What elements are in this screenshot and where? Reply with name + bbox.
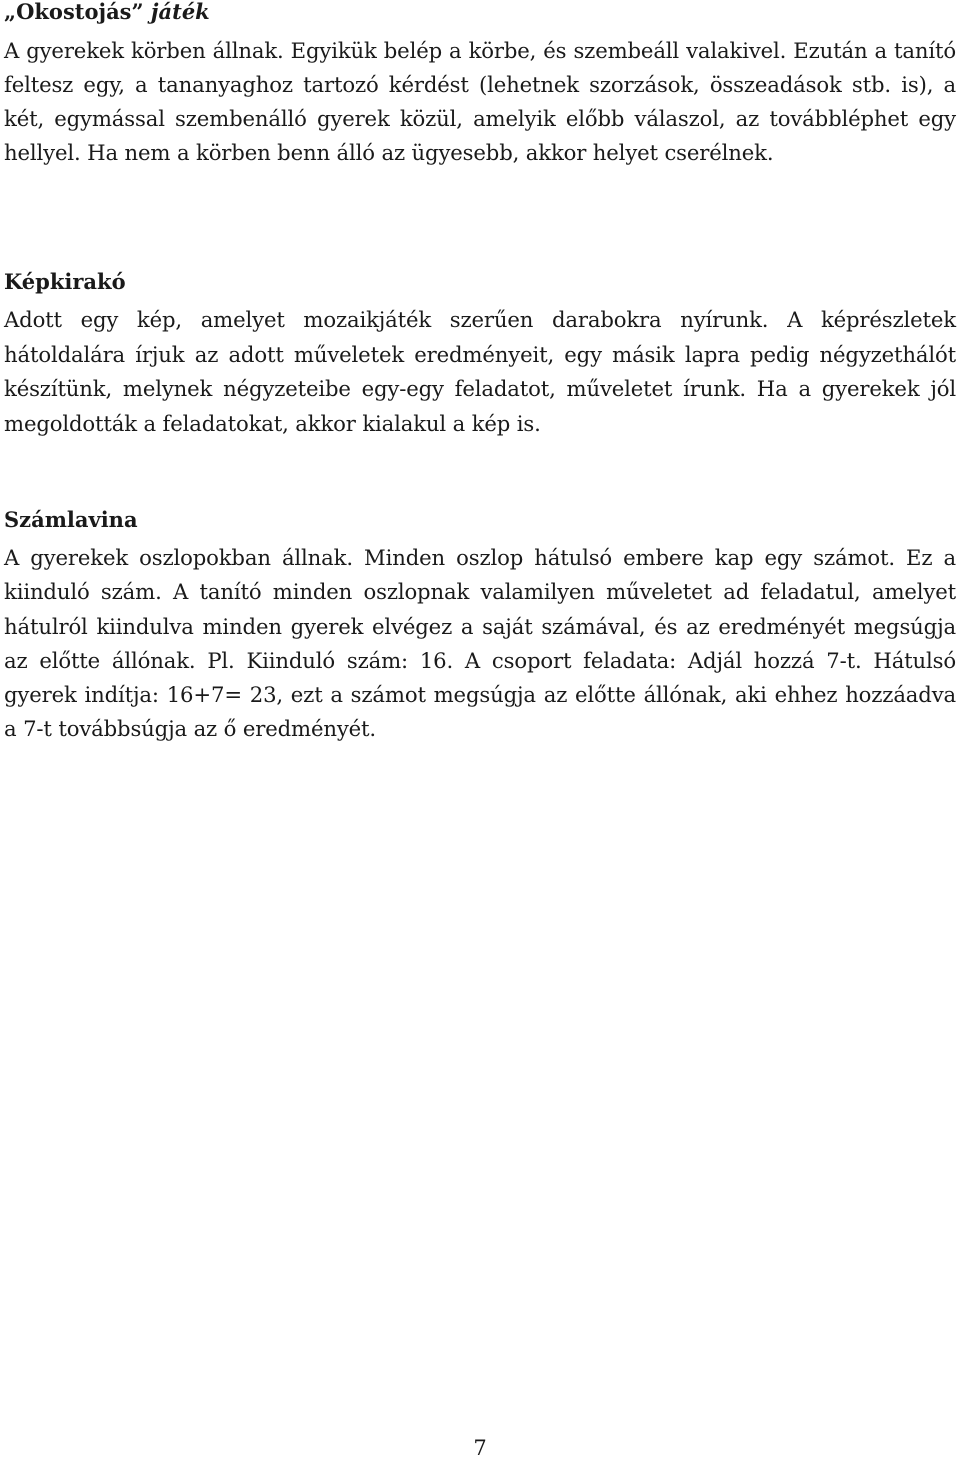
section-body-okostojas: A gyerekek körben állnak. Egyikük belép a körbe, és szembeáll valakivel. Ezután a tanító feltesz egy, a tananyaghoz tartozó kérdést (lehetnek szorzások, összeadások stb. is), a két, egymással szembenálló gyerek közül, amelyik előbb válaszol, az továbbléphet egy hellyel. Ha nem a körben benn álló az ügyesebb, akkor helyet cserélnek. <box>4 38 956 165</box>
section-title-okostojas <box>4 0 956 24</box>
page-number: 7 <box>473 1436 487 1460</box>
section-title-kepkirako: Képkirakó <box>4 269 126 294</box>
section-body-szamlavina: A gyerekek oszlopokban állnak. Minden oszlop hátulsó embere kap egy számot. Ez a kiinduló szám. A tanító minden oszlopnak valamilyen műveletet ad feladatul, amelyet hátulról kiindulva minden gyerek elvégez a saját számával, és az eredményét megsúgja az előtte állónak. Pl. Kiinduló szám: 16. A csoport feladata: Adjál hozzá 7-t. Hátulsó gyerek indítja: 16+7= 23, ezt a számot megsúgja az előtte állónak, aki ehhez hozzáadva a 7-t továbbsúgja az ő eredményét. <box>4 545 956 742</box>
title-quote-close: ” <box>131 0 144 24</box>
title-quote-open: „ <box>4 0 17 24</box>
section-szamlavina <box>4 508 956 747</box>
section-title-szamlavina: Számlavina <box>4 507 138 532</box>
title-main: Okostojás <box>16 0 132 24</box>
title-suffix: játék <box>143 0 210 24</box>
section-kepkirako <box>4 270 956 441</box>
section-body-kepkirako: Adott egy kép, amelyet mozaikjáték szerűen darabokra nyírunk. A képrészletek hátoldalára írjuk az adott műveletek eredményeit, egy másik lapra pedig négyzethálót készítünk, melynek négyzeteibe egy-egy feladatot, műveletet írunk. Ha a gyerekek jól megoldották a feladatokat, akkor kialakul a kép is. <box>4 307 956 436</box>
section-okostojas <box>4 0 956 170</box>
